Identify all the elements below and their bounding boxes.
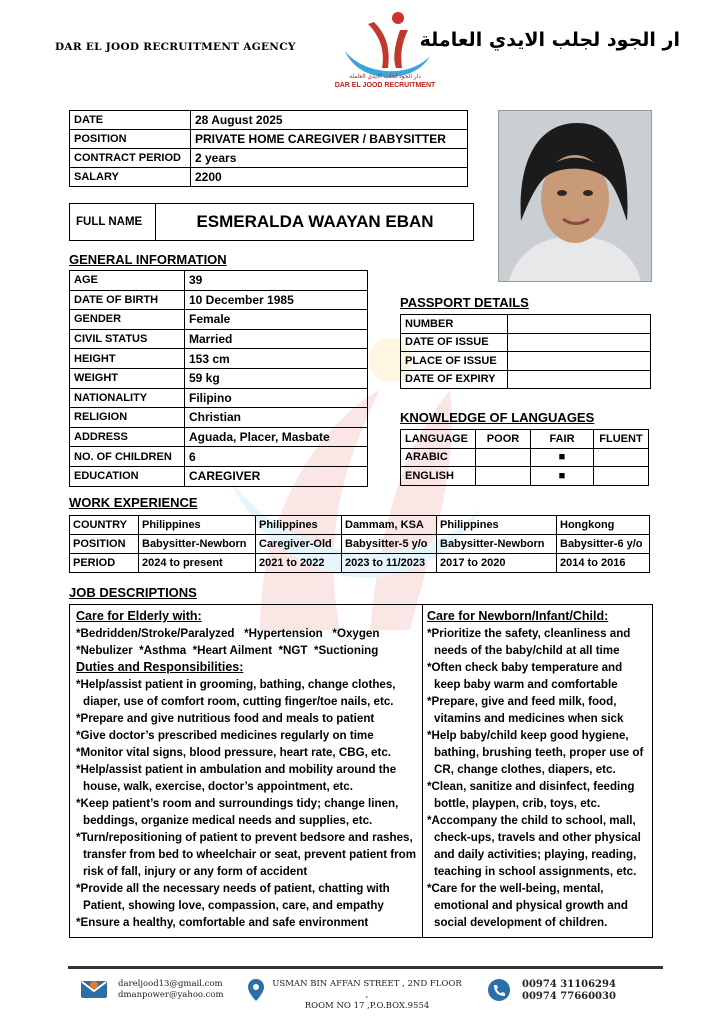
table-cell: GENDER bbox=[70, 310, 185, 330]
duty-item: *Give doctor’s prescribed medicines regularly on time bbox=[76, 729, 374, 742]
duty-item: *Keep patient’s room and surroundings tidy; change linen, beddings, organize medical needs and supplies, etc. bbox=[76, 797, 399, 827]
child-care-column bbox=[427, 608, 647, 931]
table-cell: 2014 to 2016 bbox=[557, 554, 650, 573]
table-cell: POSITION bbox=[70, 535, 139, 554]
table-cell bbox=[508, 370, 651, 389]
duty-item: *Turn/repositioning of patient to prevent bedsore and rashes, transfer from bed to wheelchair or seat, prevent patient from risk of fall, injury or any form of accident bbox=[76, 831, 417, 878]
table-row bbox=[70, 290, 368, 310]
table-cell: Philippines bbox=[139, 516, 256, 535]
table-row bbox=[70, 554, 650, 573]
passport-table bbox=[400, 314, 651, 389]
child-care-item: *Care for the well-being, mental, emotional and physical growth and social development of children. bbox=[427, 882, 628, 929]
duty-item: *Ensure a healthy, comfortable and safe environment bbox=[76, 916, 369, 929]
table-row bbox=[401, 370, 651, 389]
duty-item: *Monitor vital signs, blood pressure, heart rate, CBG, etc. bbox=[76, 746, 392, 759]
table-row bbox=[70, 368, 368, 388]
table-cell: Hongkong bbox=[557, 516, 650, 535]
child-care-item: *Often check baby temperature and keep baby warm and comfortable bbox=[427, 661, 623, 691]
table-row bbox=[401, 467, 649, 486]
table-cell: DATE OF ISSUE bbox=[401, 333, 508, 352]
work-experience-title: WORK EXPERIENCE bbox=[69, 495, 198, 510]
table-cell: FLUENT bbox=[594, 430, 649, 449]
duty-item: *Help/assist patient in ambulation and mobility around the house, walk, exercise, doctor’s appointment, etc. bbox=[76, 763, 397, 793]
table-cell: POSITION bbox=[70, 130, 191, 149]
child-care-item: *Prioritize the safety, cleanliness and needs of the baby/child at all time bbox=[427, 627, 631, 657]
table-row bbox=[70, 535, 650, 554]
email-1[interactable]: dareljood13@gmail.com bbox=[118, 979, 223, 989]
table-cell: Babysitter-5 y/o bbox=[342, 535, 437, 554]
table-row bbox=[401, 448, 649, 467]
table-row bbox=[70, 408, 368, 428]
logo-text-ar: دار الجود لجلب الايدي العاملة bbox=[349, 74, 421, 80]
footer-phones bbox=[522, 979, 616, 1003]
table-cell bbox=[476, 448, 531, 467]
duty-item: *Help/assist patient in grooming, bathing, change clothes, diaper, use of comfort room, cutting finger/toe nails, etc. bbox=[76, 678, 396, 708]
table-cell: ■ bbox=[531, 467, 594, 486]
table-cell: Caregiver-Old bbox=[256, 535, 342, 554]
table-cell: ENGLISH bbox=[401, 467, 476, 486]
table-cell: 6 bbox=[185, 447, 368, 467]
child-care-item: *Clean, sanitize and disinfect, feeding bottle, playpen, crib, toys, etc. bbox=[427, 780, 635, 810]
table-cell: ADDRESS bbox=[70, 427, 185, 447]
full-name-label: FULL NAME bbox=[70, 204, 156, 240]
table-header-row bbox=[401, 430, 649, 449]
full-name-box bbox=[69, 203, 474, 241]
table-row bbox=[401, 333, 651, 352]
table-row bbox=[70, 168, 468, 187]
agency-name-ar: ار الجود لجلب الايدي العاملة bbox=[419, 29, 680, 51]
general-info-title: GENERAL INFORMATION bbox=[69, 252, 227, 267]
table-cell: Aguada, Placer, Masbate bbox=[185, 427, 368, 447]
table-cell: Philippines bbox=[256, 516, 342, 535]
elderly-care-column bbox=[76, 608, 418, 931]
footer-emails bbox=[118, 979, 224, 1001]
table-cell: CONTRACT PERIOD bbox=[70, 149, 191, 168]
table-cell: 39 bbox=[185, 271, 368, 291]
agency-name-en: DAR EL JOOD RECRUITMENT AGENCY bbox=[55, 41, 296, 53]
table-cell: Female bbox=[185, 310, 368, 330]
table-row bbox=[70, 466, 368, 486]
table-cell: 2 years bbox=[191, 149, 468, 168]
table-cell: CAREGIVER bbox=[185, 466, 368, 486]
table-cell: NATIONALITY bbox=[70, 388, 185, 408]
elderly-heading: Care for Elderly with: bbox=[76, 609, 202, 623]
child-care-heading: Care for Newborn/Infant/Child: bbox=[427, 609, 609, 623]
duty-item: *Prepare and give nutritious food and meals to patient bbox=[76, 712, 375, 725]
table-cell: Christian bbox=[185, 408, 368, 428]
table-cell: 28 August 2025 bbox=[191, 111, 468, 130]
condition-line: *Nebulizer *Asthma *Heart Ailment *NGT *Suctioning bbox=[76, 644, 379, 657]
table-cell bbox=[508, 333, 651, 352]
table-cell: CIVIL STATUS bbox=[70, 329, 185, 349]
table-row bbox=[401, 315, 651, 334]
general-info-table bbox=[69, 270, 368, 487]
table-cell: FAIR bbox=[531, 430, 594, 449]
job-descriptions-title: JOB DESCRIPTIONS bbox=[69, 585, 197, 600]
footer-divider bbox=[68, 966, 663, 969]
table-cell: Filipino bbox=[185, 388, 368, 408]
table-cell: ARABIC bbox=[401, 448, 476, 467]
candidate-photo bbox=[498, 110, 652, 282]
table-cell: DATE OF EXPIRY bbox=[401, 370, 508, 389]
table-cell: Babysitter-Newborn bbox=[139, 535, 256, 554]
full-name-value: ESMERALDA WAAYAN EBAN bbox=[196, 212, 434, 231]
address-line-1: USMAN BIN AFFAN STREET , 2ND FLOOR , bbox=[272, 979, 462, 1000]
job-descriptions-box bbox=[69, 604, 653, 938]
phone-icon bbox=[486, 978, 512, 1002]
table-row bbox=[70, 111, 468, 130]
table-cell: SALARY bbox=[70, 168, 191, 187]
child-care-item: *Help baby/child keep good hygiene, bathing, brushing teeth, proper use of CR, change clothes, diapers, etc. bbox=[427, 729, 644, 776]
table-cell: NO. OF CHILDREN bbox=[70, 447, 185, 467]
table-row bbox=[401, 352, 651, 371]
table-row bbox=[70, 349, 368, 369]
location-pin-icon bbox=[247, 978, 265, 1002]
table-cell: PRIVATE HOME CAREGIVER / BABYSITTER bbox=[191, 130, 468, 149]
table-cell: DATE bbox=[70, 111, 191, 130]
table-cell bbox=[508, 315, 651, 334]
email-icon bbox=[80, 978, 108, 1000]
table-cell: DATE OF BIRTH bbox=[70, 290, 185, 310]
passport-title: PASSPORT DETAILS bbox=[400, 295, 529, 310]
table-cell: PLACE OF ISSUE bbox=[401, 352, 508, 371]
address-line-2: ROOM NO 17 ,P.O.BOX.9554 bbox=[304, 1001, 430, 1011]
footer-address bbox=[272, 979, 462, 1012]
table-row bbox=[70, 329, 368, 349]
table-cell: Babysitter-6 y/o bbox=[557, 535, 650, 554]
table-cell: Married bbox=[185, 329, 368, 349]
table-row bbox=[70, 130, 468, 149]
table-cell: 2021 to 2022 bbox=[256, 554, 342, 573]
languages-title: KNOWLEDGE OF LANGUAGES bbox=[400, 410, 595, 425]
table-cell: PERIOD bbox=[70, 554, 139, 573]
table-row bbox=[70, 516, 650, 535]
table-cell: POOR bbox=[476, 430, 531, 449]
table-cell bbox=[508, 352, 651, 371]
table-cell: COUNTRY bbox=[70, 516, 139, 535]
table-cell: 59 kg bbox=[185, 368, 368, 388]
work-experience-table bbox=[69, 515, 650, 573]
table-cell: LANGUAGE bbox=[401, 430, 476, 449]
table-cell: 2024 to present bbox=[139, 554, 256, 573]
table-cell: HEIGHT bbox=[70, 349, 185, 369]
email-2[interactable]: dmanpower@yahoo.com bbox=[118, 990, 224, 1000]
table-cell: ■ bbox=[531, 448, 594, 467]
table-cell: Dammam, KSA bbox=[342, 516, 437, 535]
child-care-item: *Accompany the child to school, mall, check-ups, travels and other physical and daily activities; playing, reading, teaching in school assignments, etc. bbox=[427, 814, 641, 878]
table-cell bbox=[476, 467, 531, 486]
table-cell: NUMBER bbox=[401, 315, 508, 334]
table-cell: AGE bbox=[70, 271, 185, 291]
table-cell: 2017 to 2020 bbox=[437, 554, 557, 573]
table-row bbox=[70, 149, 468, 168]
logo-text-en: DAR EL JOOD RECRUITMENT bbox=[334, 82, 436, 89]
languages-table bbox=[400, 429, 649, 486]
table-cell bbox=[594, 467, 649, 486]
table-cell: 2200 bbox=[191, 168, 468, 187]
table-cell: 153 cm bbox=[185, 349, 368, 369]
duty-item: *Provide all the necessary needs of patient, chatting with Patient, showing love, compassion, care, and empathy bbox=[76, 882, 390, 912]
table-row bbox=[70, 388, 368, 408]
child-care-item: *Prepare, give and feed milk, food, vitamins and medicines when sick bbox=[427, 695, 624, 725]
table-cell: RELIGION bbox=[70, 408, 185, 428]
table-row bbox=[70, 447, 368, 467]
table-row bbox=[70, 271, 368, 291]
table-cell bbox=[594, 448, 649, 467]
condition-line: *Bedridden/Stroke/Paralyzed *Hypertension *Oxygen bbox=[76, 627, 380, 640]
table-row bbox=[70, 310, 368, 330]
phone-1[interactable]: 00974 31106294 bbox=[522, 979, 616, 990]
table-cell: 10 December 1985 bbox=[185, 290, 368, 310]
table-cell: 2023 to 11/2023 bbox=[342, 554, 437, 573]
table-cell: WEIGHT bbox=[70, 368, 185, 388]
table-cell: Babysitter-Newborn bbox=[437, 535, 557, 554]
table-cell: EDUCATION bbox=[70, 466, 185, 486]
phone-2[interactable]: 00974 77660030 bbox=[522, 991, 616, 1002]
position-table bbox=[69, 110, 468, 187]
duties-heading: Duties and Responsibilities: bbox=[76, 660, 244, 674]
table-cell: Philippines bbox=[437, 516, 557, 535]
table-row bbox=[70, 427, 368, 447]
